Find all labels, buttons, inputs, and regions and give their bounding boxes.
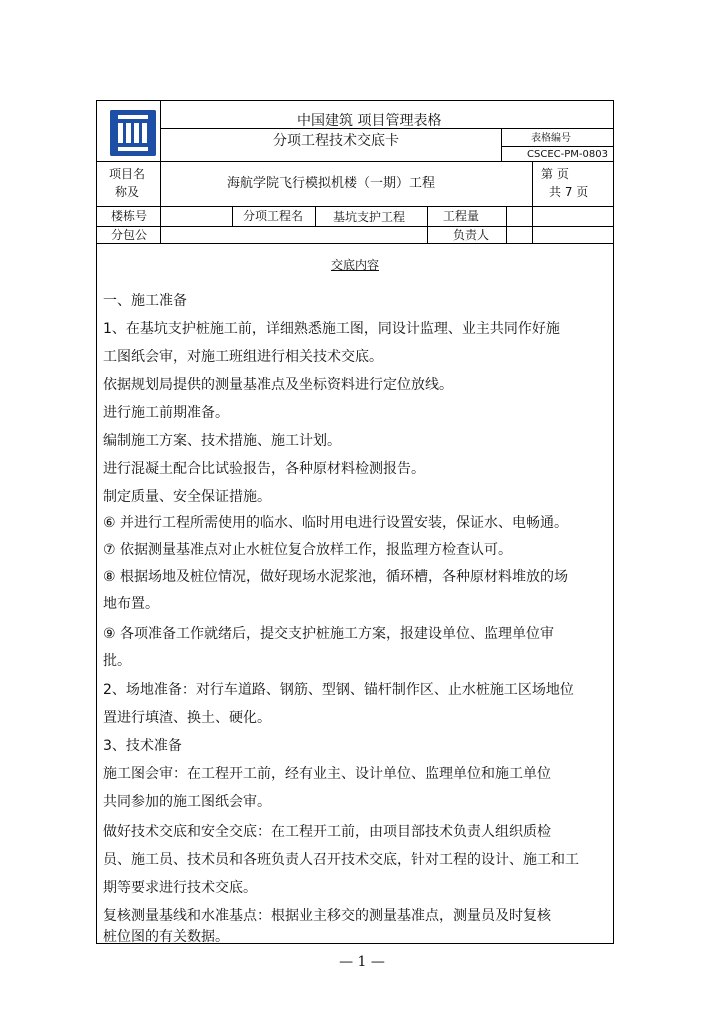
company-title: 中国建筑 项目管理表格 [297,113,442,129]
content-line: 2、场地准备：对行车道路、钢筋、型钢、锚杆制作区、止水桩施工区场地位 [103,682,574,698]
content-line: 3、技术准备 [103,738,182,754]
content-line: ⑦ 依据测量基准点对止水桩位复合放样工作，报监理方检查认可。 [103,542,512,558]
project-name-label-1: 项目名 [109,167,146,181]
content-line: ⑨ 各项准备工作就绪后，提交支护桩施工方案，报建设单位、监理单位审 [103,626,554,642]
form-title: 分项工程技术交底卡 [273,133,399,149]
content-line: 一、施工准备 [103,293,187,309]
content-line: 制定质量、安全保证措施。 [103,489,271,505]
responsible-label: 负责人 [453,228,490,242]
content-line: 员、施工员、技术员和各班负责人召开技术交底，针对工程的设计、施工和工 [103,852,579,868]
sub-project-value: 基坑支护工程 [333,210,406,224]
project-name-label-2: 称及 [115,185,140,199]
page-number: — 1 — [339,954,385,970]
content-line: 期等要求进行技术交底。 [103,880,257,896]
total-pages: 共 7 页 [549,185,589,199]
form-no: CSCEC-PM-0803 [527,149,608,160]
content-line: 编制施工方案、技术措施、施工计划。 [103,433,341,449]
content-line: 工图纸会审，对施工班组进行相关技术交底。 [103,349,383,365]
content-line: 进行混凝土配合比试验报告，各种原材料检测报告。 [103,461,425,477]
subcontractor-label: 分包公 [111,228,148,242]
quantity-label: 工程量 [443,209,480,223]
content-line: 复核测量基线和水准基点：根据业主移交的测量基准点，测量员及时复核 [103,908,551,924]
content-line: 批。 [103,653,131,669]
content-line: 置进行填渣、换土、硬化。 [103,710,271,726]
form-sheet [96,100,614,944]
sub-project-label: 分项工程名 [243,209,304,223]
building-no-label: 楼栋号 [111,209,148,223]
content-line: 桩位图的有关数据。 [103,929,229,945]
content-line: 进行施工前期准备。 [103,405,229,421]
content-line: ⑥ 并进行工程所需使用的临水、临时用电进行设置安装，保证水、电畅通。 [103,515,568,531]
content-line: 地布置。 [103,596,159,612]
cscec-logo [110,110,156,156]
content-line: 做好技术交底和安全交底：在工程开工前，由项目部技术负责人组织质检 [103,824,551,840]
content-line: ⑧ 根据场地及桩位情况，做好现场水泥浆池，循环槽，各种原材料堆放的场 [103,569,568,585]
content-line: 依据规划局提供的测量基准点及坐标资料进行定位放线。 [103,377,453,393]
content-line: 施工图会审：在工程开工前，经有业主、设计单位、监理单位和施工单位 [103,766,551,782]
page-label: 第 页 [541,167,569,181]
content-line: 共同参加的施工图纸会审。 [103,794,271,810]
content-heading: 交底内容 [331,258,380,272]
content-line: 1、在基坑支护桩施工前，详细熟悉施工图，同设计监理、业主共同作好施 [103,321,560,337]
project-name-value: 海航学院飞行模拟机楼（一期）工程 [227,176,436,191]
cscec-logo-icon [110,110,156,156]
form-no-label: 表格编号 [531,133,571,144]
